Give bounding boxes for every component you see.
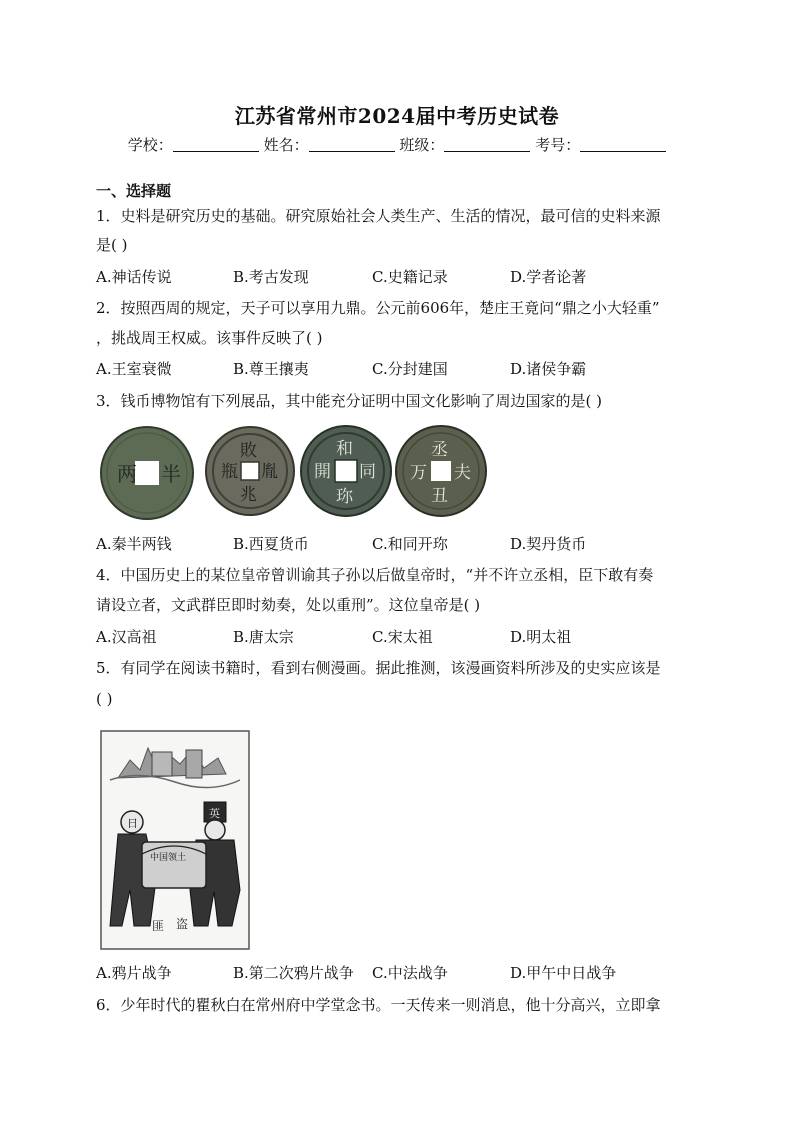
q2-line-1: 2．按照西周的规定，天子可以享用九鼎。公元前606年，楚庄王竟问“鼎之小大轻重” (96, 299, 660, 317)
wado-kaichin-coin (301, 426, 391, 516)
xixia-char-bottom: 兆 (240, 485, 257, 505)
q4-line-2: 请设立者，文武群臣即时劾奏，处以重刑”。这位皇帝是( ) (96, 596, 481, 614)
coin-exhibits-image (100, 424, 490, 522)
ban-liang-coin (101, 427, 193, 519)
xixia-char-left: 瓶 (221, 462, 238, 482)
khitan-char-left: 万 (410, 463, 427, 483)
left-figure-tag: 日 (127, 817, 138, 830)
cartoon-footer-char-2: 盗 (176, 917, 189, 931)
khitan-char-top: 丞 (431, 440, 448, 460)
q1-options (96, 266, 716, 288)
q4-option-b[interactable]: B.唐太宗 (233, 628, 294, 646)
q5-line-1: 5．有同学在阅读书籍时，看到右侧漫画。据此推测，该漫画资料所涉及的史实应该是 (96, 659, 661, 677)
q3-option-c[interactable]: C.和同开珎 (372, 535, 448, 553)
section-heading: 一、选择题 (96, 182, 172, 200)
xixia-coin (206, 427, 294, 515)
q5-option-c[interactable]: C.中法战争 (372, 964, 448, 982)
q2-option-a[interactable]: A.王室衰微 (96, 360, 172, 378)
q5-line-2: ( ) (96, 690, 113, 708)
xixia-char-right: 胤 (261, 462, 278, 482)
q4-options (96, 626, 716, 648)
q1-line-1: 1．史料是研究历史的基础。研究原始社会人类生产、生活的情况，最可信的史料来源 (96, 207, 661, 225)
khitan-coin (396, 426, 486, 516)
name-blank[interactable] (309, 137, 395, 152)
q1-option-a[interactable]: A.神话传说 (96, 268, 172, 286)
cartoon-footer-char-1: 匪 (152, 919, 165, 933)
khitan-char-right: 夫 (454, 463, 471, 483)
name-label: 姓名： (263, 136, 309, 154)
class-label: 班级： (399, 136, 445, 154)
q3-option-a[interactable]: A.秦半两钱 (96, 535, 172, 553)
school-label: 学校： (127, 136, 173, 154)
q2-option-c[interactable]: C.分封建国 (372, 360, 448, 378)
wado-char-left: 開 (314, 462, 331, 482)
exam-number-label: 考号： (535, 136, 581, 154)
school-blank[interactable] (173, 137, 259, 152)
q2-option-b[interactable]: B.尊王攘夷 (233, 360, 309, 378)
q2-option-d[interactable]: D.诸侯争霸 (510, 360, 587, 378)
exam-title: 江苏省常州市2024届中考历史试卷 (234, 104, 560, 128)
student-info-row (0, 134, 794, 155)
right-figure-tag: 英 (209, 807, 220, 820)
wado-char-right: 同 (359, 462, 376, 482)
q2-options (96, 358, 716, 380)
q3-line-1: 3．钱币博物馆有下列展品，其中能充分证明中国文化影响了周边国家的是( ) (96, 392, 603, 410)
q6-line-1: 6．少年时代的瞿秋白在常州府中学堂念书。一天传来一则消息，他十分高兴，立即拿 (96, 996, 661, 1014)
q4-option-c[interactable]: C.宋太祖 (372, 628, 433, 646)
wado-char-top: 和 (336, 439, 353, 459)
class-blank[interactable] (444, 137, 530, 152)
chest-label: 中国领土 (150, 853, 187, 863)
q3-option-b[interactable]: B.西夏货币 (233, 535, 309, 553)
q5-option-b[interactable]: B.第二次鸦片战争 (233, 964, 354, 982)
q4-option-d[interactable]: D.明太祖 (510, 628, 572, 646)
wado-char-bottom: 珎 (336, 487, 353, 507)
ban-liang-char-left: 两 (117, 462, 137, 486)
khitan-char-bottom: 丑 (431, 486, 448, 506)
exam-number-blank[interactable] (580, 137, 666, 152)
xixia-char-top: 敗 (240, 441, 257, 461)
q3-option-d[interactable]: D.契丹货币 (510, 535, 587, 553)
q2-line-2: ，挑战周王权威。该事件反映了( ) (96, 329, 323, 347)
q5-option-d[interactable]: D.甲午中日战争 (510, 964, 617, 982)
q5-options (96, 962, 716, 984)
q1-line-2: 是( ) (96, 236, 128, 254)
q4-line-1: 4．中国历史上的某位皇帝曾训谕其子孙以后做皇帝时，“并不许立丞相，臣下敢有奏 (96, 566, 654, 584)
q3-options (96, 533, 716, 555)
q1-option-c[interactable]: C.史籍记录 (372, 268, 448, 286)
q1-option-b[interactable]: B.考古发现 (233, 268, 309, 286)
ban-liang-char-right: 半 (161, 462, 181, 486)
q1-option-d[interactable]: D.学者论著 (510, 268, 587, 286)
q4-option-a[interactable]: A.汉高祖 (96, 628, 157, 646)
historical-cartoon-image (100, 730, 250, 950)
q5-option-a[interactable]: A.鸦片战争 (96, 964, 172, 982)
